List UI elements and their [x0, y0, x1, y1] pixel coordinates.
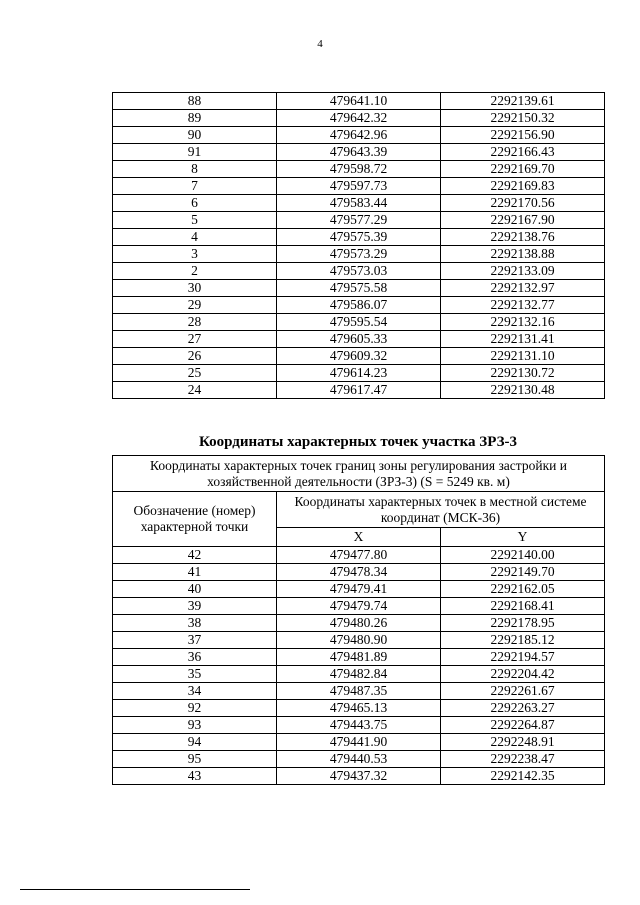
section-title: Координаты характерных точек участка ЗРЗ-3: [199, 434, 517, 450]
point-number-cell: 40: [113, 581, 277, 598]
x-coordinate-cell: 479482.84: [277, 666, 441, 683]
table-row: [113, 615, 605, 632]
point-number-cell: 6: [113, 195, 277, 212]
column-header-x: X: [277, 528, 441, 547]
point-number-cell: 39: [113, 598, 277, 615]
column-header-coordinates: Координаты характерных точек в местной системе координат (МСК-36): [277, 492, 605, 528]
point-number-cell: 29: [113, 297, 277, 314]
y-coordinate-cell: 2292156.90: [441, 127, 605, 144]
y-coordinate-cell: 2292178.95: [441, 615, 605, 632]
table-row: [113, 229, 605, 246]
x-coordinate-cell: 479479.74: [277, 598, 441, 615]
table-row: [113, 280, 605, 297]
x-coordinate-cell: 479437.32: [277, 768, 441, 785]
y-coordinate-cell: 2292168.41: [441, 598, 605, 615]
y-coordinate-cell: 2292131.10: [441, 348, 605, 365]
point-number-cell: 34: [113, 683, 277, 700]
point-number-cell: 91: [113, 144, 277, 161]
table-row: [113, 547, 605, 564]
y-coordinate-cell: 2292170.56: [441, 195, 605, 212]
page-number: 4: [317, 38, 323, 50]
y-coordinate-cell: 2292132.97: [441, 280, 605, 297]
x-coordinate-cell: 479617.47: [277, 382, 441, 399]
y-coordinate-cell: 2292142.35: [441, 768, 605, 785]
x-coordinate-cell: 479440.53: [277, 751, 441, 768]
point-number-cell: 28: [113, 314, 277, 331]
x-coordinate-cell: 479573.29: [277, 246, 441, 263]
y-coordinate-cell: 2292194.57: [441, 649, 605, 666]
y-coordinate-cell: 2292162.05: [441, 581, 605, 598]
x-coordinate-cell: 479598.72: [277, 161, 441, 178]
point-number-cell: 95: [113, 751, 277, 768]
table-row: [113, 751, 605, 768]
table-row: [113, 734, 605, 751]
point-number-cell: 92: [113, 700, 277, 717]
table-row: [113, 93, 605, 110]
table-row: [113, 263, 605, 280]
y-coordinate-cell: 2292132.16: [441, 314, 605, 331]
y-coordinate-cell: 2292204.42: [441, 666, 605, 683]
table-row: [113, 144, 605, 161]
y-coordinate-cell: 2292263.27: [441, 700, 605, 717]
table-body: [113, 93, 605, 399]
x-coordinate-cell: 479481.89: [277, 649, 441, 666]
y-coordinate-cell: 2292169.83: [441, 178, 605, 195]
table-row: [113, 110, 605, 127]
table-row: [113, 632, 605, 649]
column-header-designation: Обозначение (номер) характерной точки: [113, 492, 277, 547]
y-coordinate-cell: 2292264.87: [441, 717, 605, 734]
point-number-cell: 89: [113, 110, 277, 127]
point-number-cell: 38: [113, 615, 277, 632]
point-number-cell: 8: [113, 161, 277, 178]
x-coordinate-cell: 479597.73: [277, 178, 441, 195]
y-coordinate-cell: 2292133.09: [441, 263, 605, 280]
point-number-cell: 7: [113, 178, 277, 195]
point-number-cell: 94: [113, 734, 277, 751]
table-body: [113, 547, 605, 785]
table-row: [113, 649, 605, 666]
table-row: [113, 127, 605, 144]
table-row: [113, 297, 605, 314]
y-coordinate-cell: 2292138.88: [441, 246, 605, 263]
coordinates-table-zrz3: [112, 455, 605, 785]
x-coordinate-cell: 479642.96: [277, 127, 441, 144]
table-caption: Координаты характерных точек границ зоны регулирования застройки и хозяйственной деятельности (ЗРЗ-3) (S = 5249 кв. м): [113, 456, 605, 492]
table-row: [113, 331, 605, 348]
y-coordinate-cell: 2292149.70: [441, 564, 605, 581]
y-coordinate-cell: 2292238.47: [441, 751, 605, 768]
x-coordinate-cell: 479477.80: [277, 547, 441, 564]
x-coordinate-cell: 479443.75: [277, 717, 441, 734]
x-coordinate-cell: 479465.13: [277, 700, 441, 717]
x-coordinate-cell: 479573.03: [277, 263, 441, 280]
x-coordinate-cell: 479614.23: [277, 365, 441, 382]
y-coordinate-cell: 2292166.43: [441, 144, 605, 161]
point-number-cell: 24: [113, 382, 277, 399]
x-coordinate-cell: 479595.54: [277, 314, 441, 331]
table-row: [113, 700, 605, 717]
y-coordinate-cell: 2292248.91: [441, 734, 605, 751]
y-coordinate-cell: 2292185.12: [441, 632, 605, 649]
y-coordinate-cell: 2292131.41: [441, 331, 605, 348]
point-number-cell: 4: [113, 229, 277, 246]
point-number-cell: 27: [113, 331, 277, 348]
point-number-cell: 36: [113, 649, 277, 666]
table-row: [113, 348, 605, 365]
x-coordinate-cell: 479641.10: [277, 93, 441, 110]
x-coordinate-cell: 479441.90: [277, 734, 441, 751]
y-coordinate-cell: 2292140.00: [441, 547, 605, 564]
table-row: [113, 246, 605, 263]
table-row: [113, 212, 605, 229]
x-coordinate-cell: 479575.58: [277, 280, 441, 297]
column-header-y: Y: [441, 528, 605, 547]
point-number-cell: 41: [113, 564, 277, 581]
y-coordinate-cell: 2292130.72: [441, 365, 605, 382]
x-coordinate-cell: 479487.35: [277, 683, 441, 700]
table-row: [113, 564, 605, 581]
y-coordinate-cell: 2292150.32: [441, 110, 605, 127]
footnote-divider: [20, 889, 250, 890]
x-coordinate-cell: 479642.32: [277, 110, 441, 127]
point-number-cell: 35: [113, 666, 277, 683]
point-number-cell: 30: [113, 280, 277, 297]
x-coordinate-cell: 479478.34: [277, 564, 441, 581]
point-number-cell: 3: [113, 246, 277, 263]
x-coordinate-cell: 479479.41: [277, 581, 441, 598]
x-coordinate-cell: 479577.29: [277, 212, 441, 229]
point-number-cell: 2: [113, 263, 277, 280]
x-coordinate-cell: 479480.26: [277, 615, 441, 632]
point-number-cell: 93: [113, 717, 277, 734]
table-row: [113, 365, 605, 382]
y-coordinate-cell: 2292138.76: [441, 229, 605, 246]
table-row: [113, 382, 605, 399]
y-coordinate-cell: 2292130.48: [441, 382, 605, 399]
y-coordinate-cell: 2292261.67: [441, 683, 605, 700]
table-row: [113, 581, 605, 598]
table-row: [113, 598, 605, 615]
table-row: [113, 768, 605, 785]
table-row: [113, 314, 605, 331]
point-number-cell: 43: [113, 768, 277, 785]
point-number-cell: 25: [113, 365, 277, 382]
table-row: [113, 178, 605, 195]
point-number-cell: 88: [113, 93, 277, 110]
table-row: [113, 666, 605, 683]
table-row: [113, 161, 605, 178]
y-coordinate-cell: 2292132.77: [441, 297, 605, 314]
x-coordinate-cell: 479586.07: [277, 297, 441, 314]
coordinates-table-continued: [112, 92, 605, 399]
point-number-cell: 5: [113, 212, 277, 229]
x-coordinate-cell: 479480.90: [277, 632, 441, 649]
table-row: [113, 683, 605, 700]
y-coordinate-cell: 2292167.90: [441, 212, 605, 229]
x-coordinate-cell: 479609.32: [277, 348, 441, 365]
x-coordinate-cell: 479583.44: [277, 195, 441, 212]
y-coordinate-cell: 2292139.61: [441, 93, 605, 110]
y-coordinate-cell: 2292169.70: [441, 161, 605, 178]
x-coordinate-cell: 479575.39: [277, 229, 441, 246]
table-row: [113, 717, 605, 734]
table-row: [113, 195, 605, 212]
x-coordinate-cell: 479643.39: [277, 144, 441, 161]
point-number-cell: 90: [113, 127, 277, 144]
point-number-cell: 42: [113, 547, 277, 564]
point-number-cell: 37: [113, 632, 277, 649]
point-number-cell: 26: [113, 348, 277, 365]
x-coordinate-cell: 479605.33: [277, 331, 441, 348]
